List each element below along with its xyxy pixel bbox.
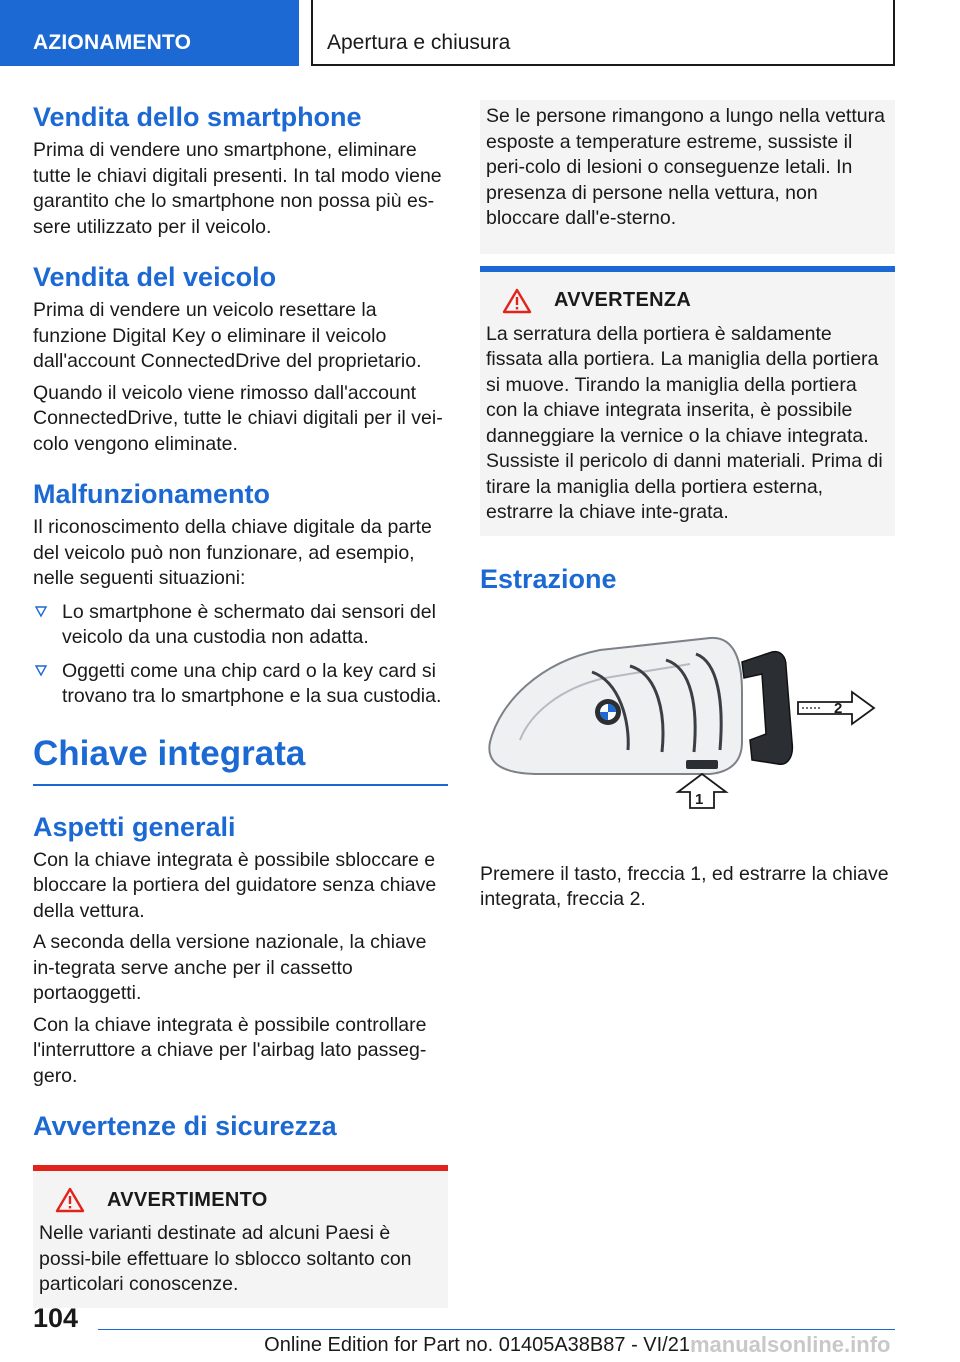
heading-sell-vehicle: Vendita del veicolo xyxy=(33,262,277,292)
footer-divider xyxy=(98,1329,895,1330)
arrow-2-icon xyxy=(798,692,874,724)
warning-triangle-icon xyxy=(55,1187,85,1213)
list-item xyxy=(33,600,448,651)
integrated-key-shape xyxy=(742,651,792,764)
watermark: manualsonline.info xyxy=(690,1332,891,1357)
chapter-header-label: Apertura e chiusura xyxy=(327,31,511,54)
paragraph: Il riconoscimento della chiave digitale da parte del veicolo può non funzionare, ad esempio, nelle seguenti situazioni: xyxy=(33,516,432,589)
section-tab xyxy=(0,0,299,66)
warning-triangle-icon xyxy=(502,288,532,314)
section-label: AZIONAMENTO xyxy=(33,31,192,54)
chapter-divider xyxy=(33,784,448,786)
list-item-text: Lo smartphone è schermato dai sensori del veicolo da una custodia non adatta. xyxy=(62,600,436,648)
paragraph: Prima di vendere un veicolo resettare la funzione Digital Key o eliminare il veicolo dall'account ConnectedDrive del proprietario. xyxy=(33,299,422,372)
heading-malfunction: Malfunzionamento xyxy=(33,479,270,509)
heading-extraction: Estrazione xyxy=(480,563,617,594)
arrow-1-label: 1 xyxy=(695,790,704,808)
warning-label: AVVERTIMENTO xyxy=(107,1188,268,1211)
list-item xyxy=(33,659,448,710)
paragraph: Con la chiave integrata è possibile sbloccare e bloccare la portiera del guidatore senza chiave della vettura. xyxy=(33,848,437,922)
paragraph: Prima di vendere uno smartphone, eliminare tutte le chiavi digitali presenti. In tal modo viene garantito che lo smartphone non possa più es-sere utilizzato per il veicolo. xyxy=(33,139,442,238)
notice-header xyxy=(486,288,889,314)
page-number: 104 xyxy=(33,1303,79,1333)
heading-sell-smartphone: Vendita dello smartphone xyxy=(33,102,362,132)
page-footer xyxy=(0,1290,960,1362)
chapter-header xyxy=(311,0,895,66)
triangle-bullet-icon xyxy=(35,665,47,677)
paragraph: Con la chiave integrata è possibile controllare l'interruttore a chiave per l'airbag lato passeg-gero. xyxy=(33,1013,427,1087)
notice-label: AVVERTENZA xyxy=(554,289,692,311)
left-column xyxy=(33,100,448,1308)
paragraph: Premere il tasto, freccia 1, ed estrarre la chiave integrata, freccia 2. xyxy=(480,862,889,910)
chapter-title-integrated-key: Chiave integrata xyxy=(33,733,306,773)
arrow-2-label: 2 xyxy=(834,699,843,717)
notice-box xyxy=(480,266,895,536)
heading-general: Aspetti generali xyxy=(33,811,236,842)
warning-continuation-box xyxy=(480,100,895,254)
paragraph: Quando il veicolo viene rimosso dall'account ConnectedDrive, tutte le chiavi digitali per il vei-colo vengono eliminate. xyxy=(33,381,443,455)
triangle-bullet-icon xyxy=(35,606,47,618)
warning-header xyxy=(39,1187,442,1213)
warning-box xyxy=(33,1165,448,1308)
key-extraction-illustration xyxy=(480,622,895,812)
heading-safety-notes: Avvertenze di sicurezza xyxy=(33,1111,337,1141)
release-button xyxy=(686,760,718,769)
bullet-list xyxy=(33,600,448,710)
page-header xyxy=(0,0,960,66)
notice-text: La serratura della portiera è saldamente fissata alla portiera. La maniglia della portiera si muove. Tirando la maniglia della portiera con la chiave integrata inserita, è possibile danneggiare la vernice o la chiave integrata. Sussiste il pericolo di danni materiali. Prima di tirare la maniglia della portiera esterna, estrarre la chiave inte-grata. xyxy=(486,322,883,523)
warning-text: Nelle varianti destinate ad alcuni Paesi è possi-bile effettuare lo sblocco soltanto con particolari conoscenze. xyxy=(39,1222,412,1295)
list-item-text: Oggetti come una chip card o la key card si trovano tra lo smartphone e la sua custodia. xyxy=(62,659,442,707)
paragraph: A seconda della versione nazionale, la chiave in-tegrata serve anche per il cassetto portaoggetti. xyxy=(33,931,427,1004)
right-column xyxy=(480,100,895,913)
arrow-1-icon xyxy=(678,774,726,808)
edition-text: Online Edition for Part no. 01405A38B87 - VI/21 xyxy=(264,1334,690,1356)
warning-text: Se le persone rimangono a lungo nella vettura esposte a temperature estreme, sussiste il peri-colo di lesioni o conseguenze letali. In presenza di persone nella vettura, non bloccare dall'e-sterno. xyxy=(486,105,885,229)
